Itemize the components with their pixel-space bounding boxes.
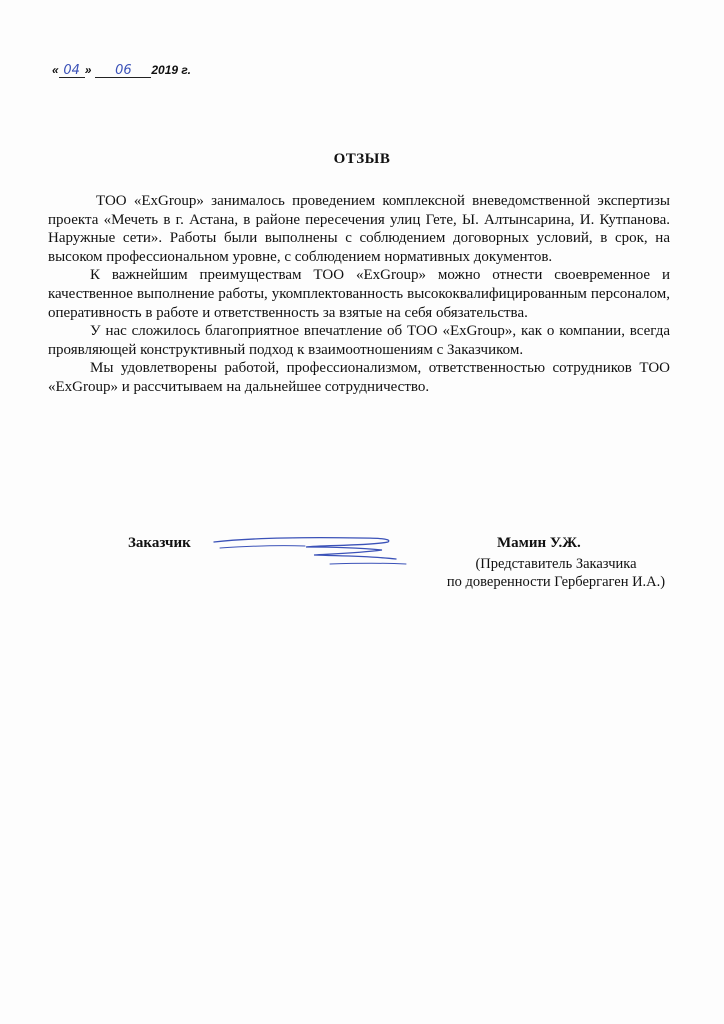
document-body: [48, 192, 670, 397]
date-month: 06: [95, 64, 151, 78]
signer-name: Мамин У.Ж.: [497, 535, 581, 551]
signer-role-line-2: по доверенности Гербергаген И.А.): [446, 574, 666, 590]
paragraph-2: К важнейшим преимуществам ТОО «ExGroup» можно отнести своевременное и качественное выполнение работы, укомплектованность высококвалифицированным персоналом, оперативность в работе и ответственность за взятые на себя обязательства.: [48, 267, 670, 321]
handwritten-signature: [210, 528, 420, 578]
signer-role: [440, 555, 672, 591]
paragraph-4: Мы удовлетворены работой, профессионализмом, ответственностью сотрудников ТОО «ExGroup» и рассчитываем на дальнейшее сотрудничество.: [48, 360, 670, 395]
date-day: 04: [59, 64, 85, 78]
document-title: ОТЗЫВ: [333, 151, 391, 167]
paragraph-3: У нас сложилось благоприятное впечатление об ТОО «ExGroup», как о компании, всегда проявляющей конструктивный подход к взаимоотношениям с Заказчиком.: [48, 323, 670, 358]
paragraph-1: ТОО «ExGroup» занималось проведением комплексной вневедомственной экспертизы проекта «Мечеть в г. Астана, в районе пересечения улиц Гете, Ы. Алтынсарина, И. Кутпанова. Наружные сети». Работы были выполнены с соблюдением договорных условий, в срок, на высоком профессиональном уровне, с соблюдением нормативных документов.: [48, 193, 670, 265]
date-close-quote: »: [84, 63, 92, 77]
customer-label: Заказчик: [128, 535, 191, 551]
document-date: [52, 63, 191, 78]
date-year: 2019 г.: [151, 63, 191, 77]
signer-role-line-1: (Представитель Заказчика: [475, 556, 637, 572]
date-open-quote: «: [52, 63, 59, 77]
